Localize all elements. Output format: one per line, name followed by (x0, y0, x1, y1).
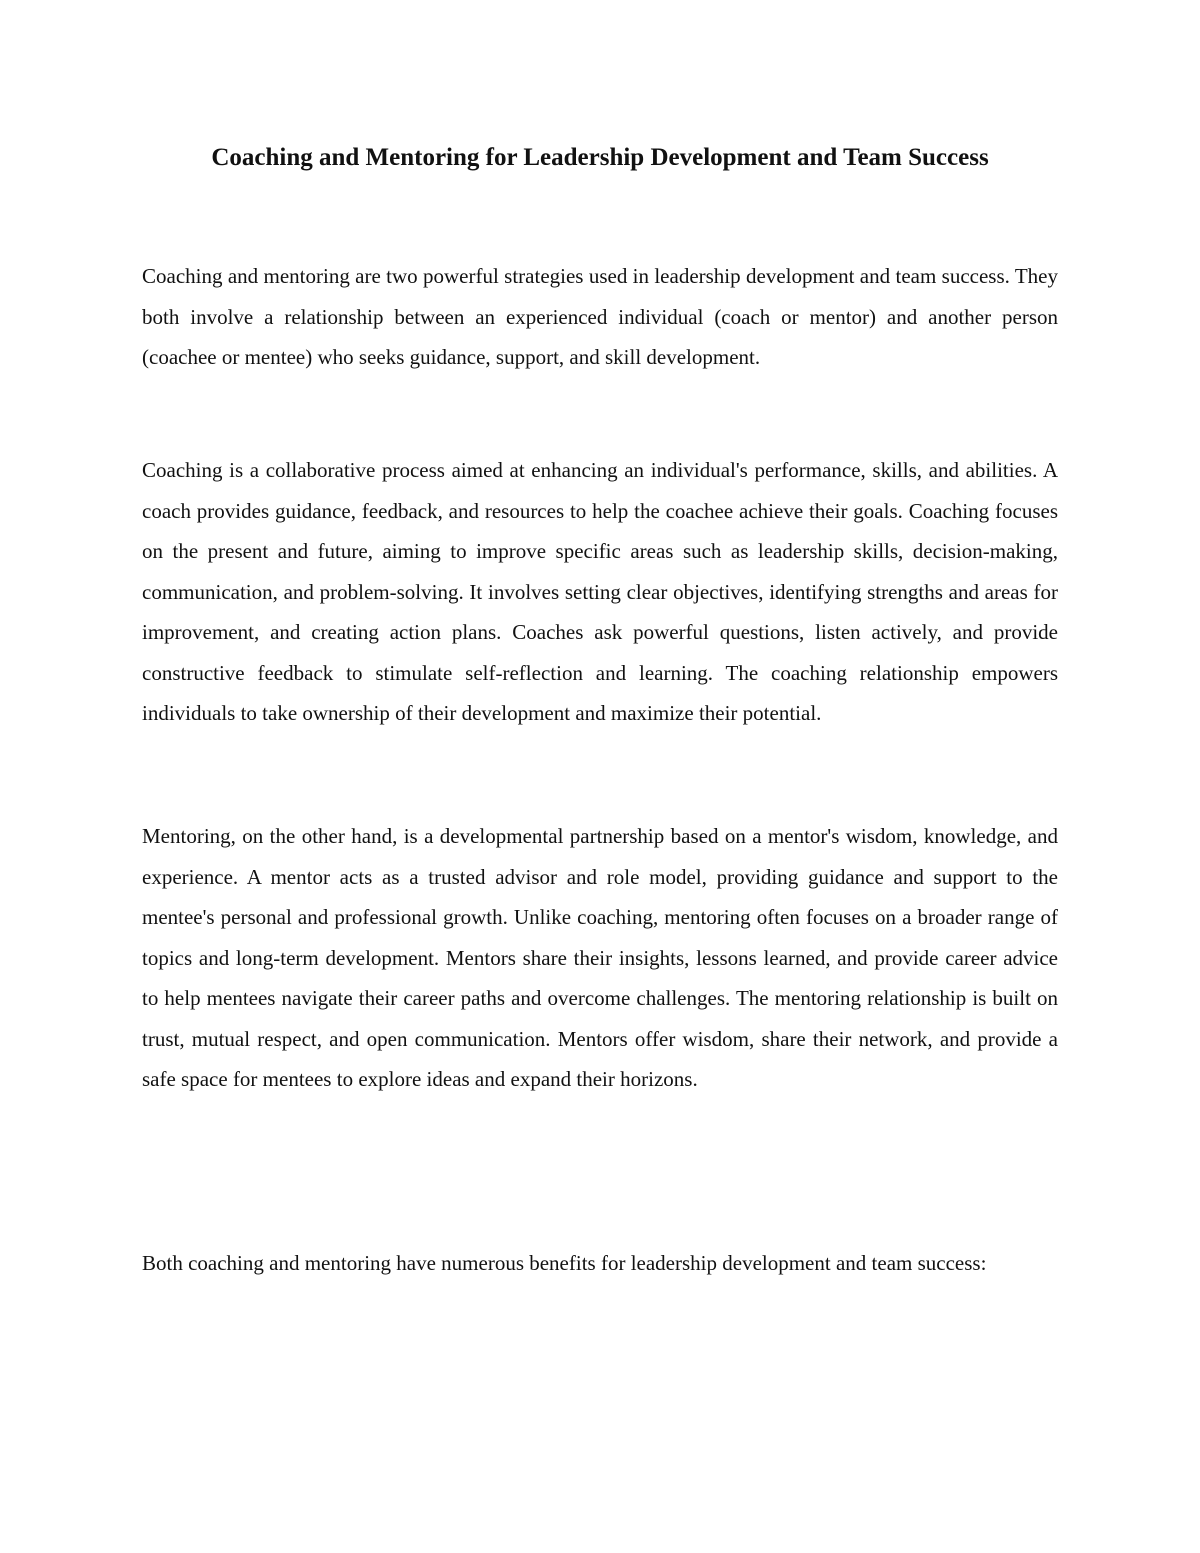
paragraph-coaching: Coaching is a collaborative process aimed at enhancing an individual's performance, skills, and abilities. A coach provides guidance, feedback, and resources to help the coachee achieve their goals. Coaching focuses on the present and future, aiming to improve specific areas such as leadership skills, decision-making, communication, and problem-solving. It involves setting clear objectives, identifying strengths and areas for improvement, and creating action plans. Coaches ask powerful questions, listen actively, and provide constructive feedback to stimulate self-reflection and learning. The coaching relationship empowers individuals to take ownership of their development and maximize their potential. (142, 458, 1058, 725)
paragraph-intro: Coaching and mentoring are two powerful strategies used in leadership development and team success. They both involve a relationship between an experienced individual (coach or mentor) and another person (coachee or mentee) who seeks guidance, support, and skill development. (142, 264, 1058, 369)
paragraph-mentoring: Mentoring, on the other hand, is a developmental partnership based on a mentor's wisdom, knowledge, and experience. A mentor acts as a trusted advisor and role model, providing guidance and support to the mentee's personal and professional growth. Unlike coaching, mentoring often focuses on a broader range of topics and long-term development. Mentors share their insights, lessons learned, and provide career advice to help mentees navigate their career paths and overcome challenges. The mentoring relationship is built on trust, mutual respect, and open communication. Mentors offer wisdom, share their network, and provide a safe space for mentees to explore ideas and expand their horizons. (142, 824, 1058, 1091)
document-title: Coaching and Mentoring for Leadership Development and Team Success (211, 144, 989, 171)
paragraph-benefits: Both coaching and mentoring have numerous benefits for leadership development and team success: (142, 1251, 987, 1275)
